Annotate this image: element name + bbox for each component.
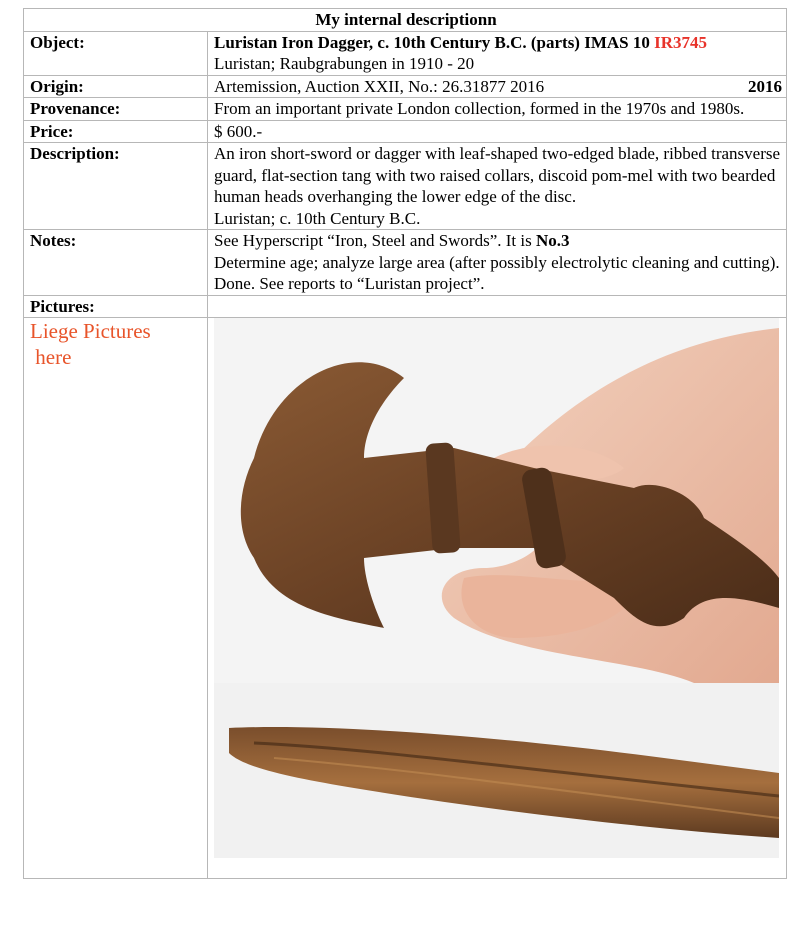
provenance-text: From an important private London collection, formed in the 1970s and 1980s. [208,98,787,121]
origin-row [24,75,787,98]
table-title: My internal descriptionn [24,9,787,32]
description-row [24,143,787,230]
object-line2: Luristan; Raubgrabungen in 1910 - 20 [214,54,475,73]
liege-line2: here [35,345,72,369]
origin-year: 2016 [748,76,782,96]
dagger-photo [214,318,779,878]
notes-line1: See Hyperscript “Iron, Steel and Swords”. It is [214,231,536,250]
object-label: Object: [24,31,208,75]
notes-line2: Determine age; analyze large area (after possibly electrolytic cleaning and cutting). Done. See reports to “Luristan project”. [214,252,780,293]
origin-text: Artemission, Auction XXII, No.: 26.31877 2016 [214,76,545,96]
notes-number: No.3 [535,231,570,250]
price-text: $ 600.- [208,120,787,143]
pictures-empty-cell [208,295,787,318]
price-label: Price: [24,120,208,143]
liege-line1: Liege Pictures [30,319,151,343]
notes-value [208,230,787,296]
object-value [208,31,787,75]
liege-placeholder [24,318,208,879]
origin-label: Origin: [24,75,208,98]
description-text: An iron short-sword or dagger with leaf-shaped two-edged blade, ribbed transverse guard, flat-section tang with two raised collars, discoid pom-mel with two bearded human heads overhanging the lower edge of the disc. [214,144,781,206]
origin-value [208,75,787,98]
provenance-label: Provenance: [24,98,208,121]
description-value [208,143,787,230]
description-label: Description: [24,143,208,230]
description-line2: Luristan; c. 10th Century B.C. [214,208,421,228]
provenance-row [24,98,787,121]
pictures-cell [208,318,787,879]
object-row [24,31,787,75]
pictures-row [24,318,787,879]
notes-row [24,230,787,296]
object-title: Luristan Iron Dagger, c. 10th Century B.C. (parts) IMAS 10 [214,32,650,52]
notes-label: Notes: [24,230,208,296]
pictures-label: Pictures: [24,295,208,318]
object-id: IR3745 [654,32,708,52]
description-table [23,8,787,879]
price-row [24,120,787,143]
pictures-label-row [24,295,787,318]
